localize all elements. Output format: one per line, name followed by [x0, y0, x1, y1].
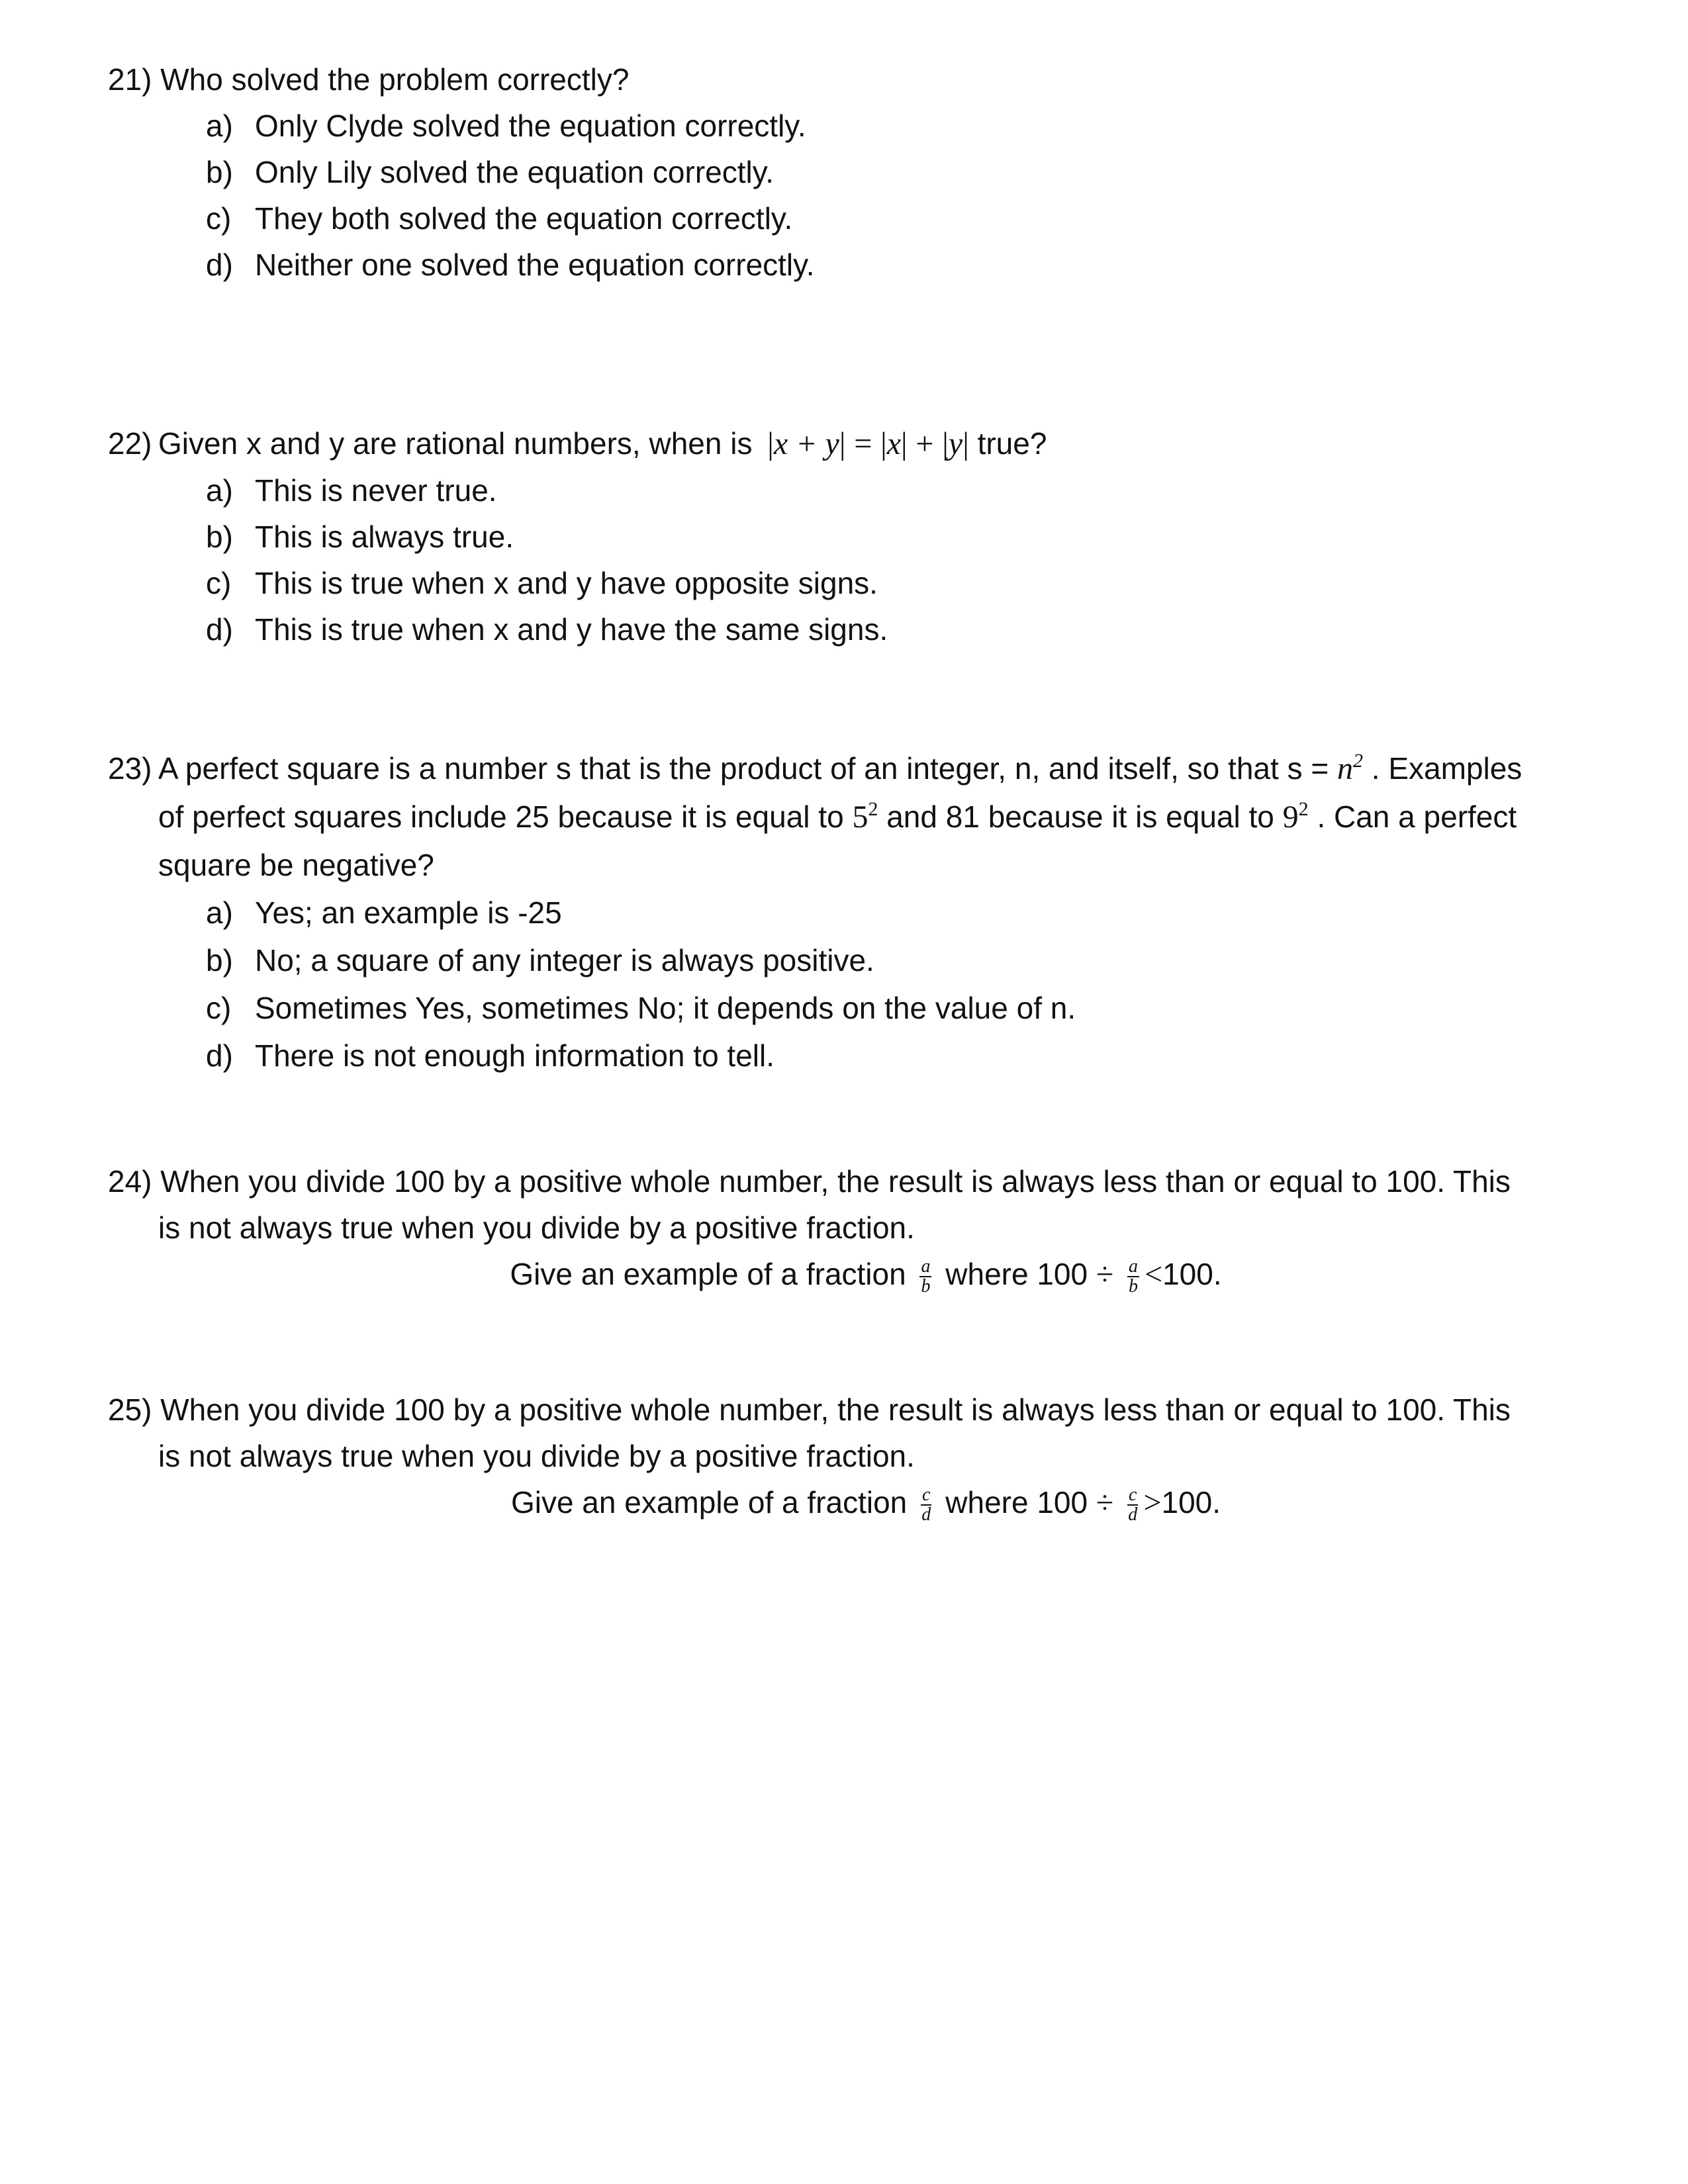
option-text: This is always true. [255, 520, 514, 554]
question-text: When you divide 100 by a positive whole number, the result is always less than or equal to 100. This [160, 1164, 1511, 1199]
fraction-denominator: d [1128, 1504, 1138, 1525]
n-base: n [1336, 751, 1353, 786]
option-label: b) [206, 943, 233, 978]
option-d [108, 606, 1624, 653]
question-22 [108, 420, 1624, 653]
option-text: This is true when x and y have opposite signs. [255, 566, 878, 600]
prompt-text: Give an example of a fraction [510, 1485, 908, 1520]
option-label: c) [206, 991, 232, 1025]
question-24-prompt [108, 1251, 1624, 1298]
option-b [108, 936, 1624, 984]
option-text: There is not enough information to tell. [255, 1038, 775, 1073]
question-24-line-2 [108, 1205, 1624, 1251]
question-25-line-1 [108, 1387, 1624, 1433]
question-23-line-3 [108, 841, 1624, 889]
question-text: . Can a perfect [1317, 799, 1517, 834]
question-text: is not always true when you divide by a positive fraction. [158, 1210, 915, 1245]
question-21-stem [108, 56, 1624, 103]
option-a [108, 103, 1624, 149]
equals-sign: = [854, 426, 872, 461]
abs-lhs: x + y [773, 426, 839, 461]
fraction-c-over-d [921, 1486, 931, 1524]
option-text: This is true when x and y have the same signs. [255, 612, 888, 647]
option-text: Only Lily solved the equation correctly. [255, 155, 774, 189]
question-number: 24) [108, 1164, 152, 1199]
question-24 [108, 1158, 1624, 1298]
question-text: . Examples [1371, 751, 1523, 786]
option-text: Yes; an example is -25 [255, 895, 562, 930]
option-label: c) [206, 566, 232, 600]
option-label: d) [206, 248, 233, 282]
n-exponent: 2 [1352, 750, 1363, 772]
question-text: is not always true when you divide by a positive fraction. [158, 1439, 915, 1473]
question-23-line-2 [108, 793, 1624, 841]
relation-sign: > [1143, 1485, 1162, 1520]
divide-sign: ÷ [1096, 1485, 1114, 1520]
option-a [108, 889, 1624, 936]
relation-sign: < [1145, 1257, 1163, 1292]
option-c [108, 984, 1624, 1032]
question-number: 23) [108, 751, 152, 786]
option-text: Sometimes Yes, sometimes No; it depends on the value of n. [255, 991, 1076, 1025]
option-c [108, 560, 1624, 606]
nine-exponent: 2 [1298, 798, 1309, 820]
abs-y: y [948, 426, 963, 461]
option-label: a) [206, 895, 233, 930]
fraction-c-over-d [1127, 1486, 1138, 1524]
abs-equation: |x + y| = |x| + |y| [767, 426, 969, 461]
question-text: of perfect squares include 25 because it is equal to [158, 799, 844, 834]
prompt-text: where 100 [945, 1485, 1088, 1520]
option-d [108, 242, 1624, 288]
question-number: 22) [108, 426, 152, 461]
option-label: b) [206, 155, 233, 189]
option-label: c) [206, 201, 232, 236]
fraction-numerator: a [1129, 1255, 1138, 1277]
fraction-a-over-b [1127, 1257, 1139, 1296]
question-22-stem [108, 420, 1624, 467]
option-text: No; a square of any integer is always positive. [255, 943, 874, 978]
question-number: 25) [108, 1392, 152, 1427]
n-squared [1337, 751, 1363, 786]
prompt-text: where 100 [945, 1257, 1088, 1291]
question-23-line-1 [108, 745, 1624, 793]
fraction-denominator: b [921, 1275, 931, 1297]
plus-sign: + [915, 426, 934, 461]
option-label: d) [206, 612, 233, 647]
option-a [108, 467, 1624, 514]
option-text: Neither one solved the equation correctly. [255, 248, 815, 282]
fraction-denominator: d [921, 1504, 931, 1525]
option-text: Only Clyde solved the equation correctly. [255, 109, 806, 143]
fraction-numerator: a [921, 1255, 931, 1277]
prompt-rhs: 100. [1162, 1257, 1222, 1291]
question-25 [108, 1387, 1624, 1526]
prompt-rhs: 100. [1161, 1485, 1221, 1520]
option-label: a) [206, 473, 233, 508]
question-25-line-2 [108, 1433, 1624, 1479]
question-text: When you divide 100 by a positive whole number, the result is always less than or equal to 100. This [160, 1392, 1511, 1427]
question-21 [108, 56, 1624, 288]
question-text: Given x and y are rational numbers, when is [158, 426, 753, 461]
question-text: A perfect square is a number s that is the product of an integer, n, and itself, so that s = [158, 751, 1329, 786]
five-base: 5 [852, 799, 868, 835]
fraction-numerator: c [1129, 1484, 1137, 1505]
option-text: They both solved the equation correctly. [255, 201, 793, 236]
question-text: and 81 because it is equal to [886, 799, 1274, 834]
prompt-text: Give an example of a fraction [510, 1257, 906, 1291]
question-text-end: true? [977, 426, 1047, 461]
five-exponent: 2 [868, 798, 878, 820]
abs-x: x [886, 426, 902, 461]
option-b [108, 149, 1624, 195]
five-squared [852, 799, 878, 835]
option-text: This is never true. [255, 473, 497, 508]
option-label: d) [206, 1038, 233, 1073]
question-23 [108, 745, 1624, 1079]
fraction-numerator: c [922, 1484, 931, 1505]
fraction-denominator: b [1129, 1275, 1138, 1297]
option-d [108, 1032, 1624, 1079]
option-label: b) [206, 520, 233, 554]
divide-sign: ÷ [1096, 1257, 1114, 1292]
option-b [108, 514, 1624, 560]
fraction-a-over-b [919, 1257, 931, 1296]
question-number: 21) [108, 62, 152, 97]
option-label: a) [206, 109, 233, 143]
nine-squared [1283, 799, 1309, 835]
question-text: square be negative? [158, 848, 434, 882]
question-text: Who solved the problem correctly? [160, 62, 630, 97]
nine-base: 9 [1282, 799, 1299, 835]
option-c [108, 195, 1624, 242]
question-25-prompt [108, 1479, 1624, 1526]
question-24-line-1 [108, 1158, 1624, 1205]
